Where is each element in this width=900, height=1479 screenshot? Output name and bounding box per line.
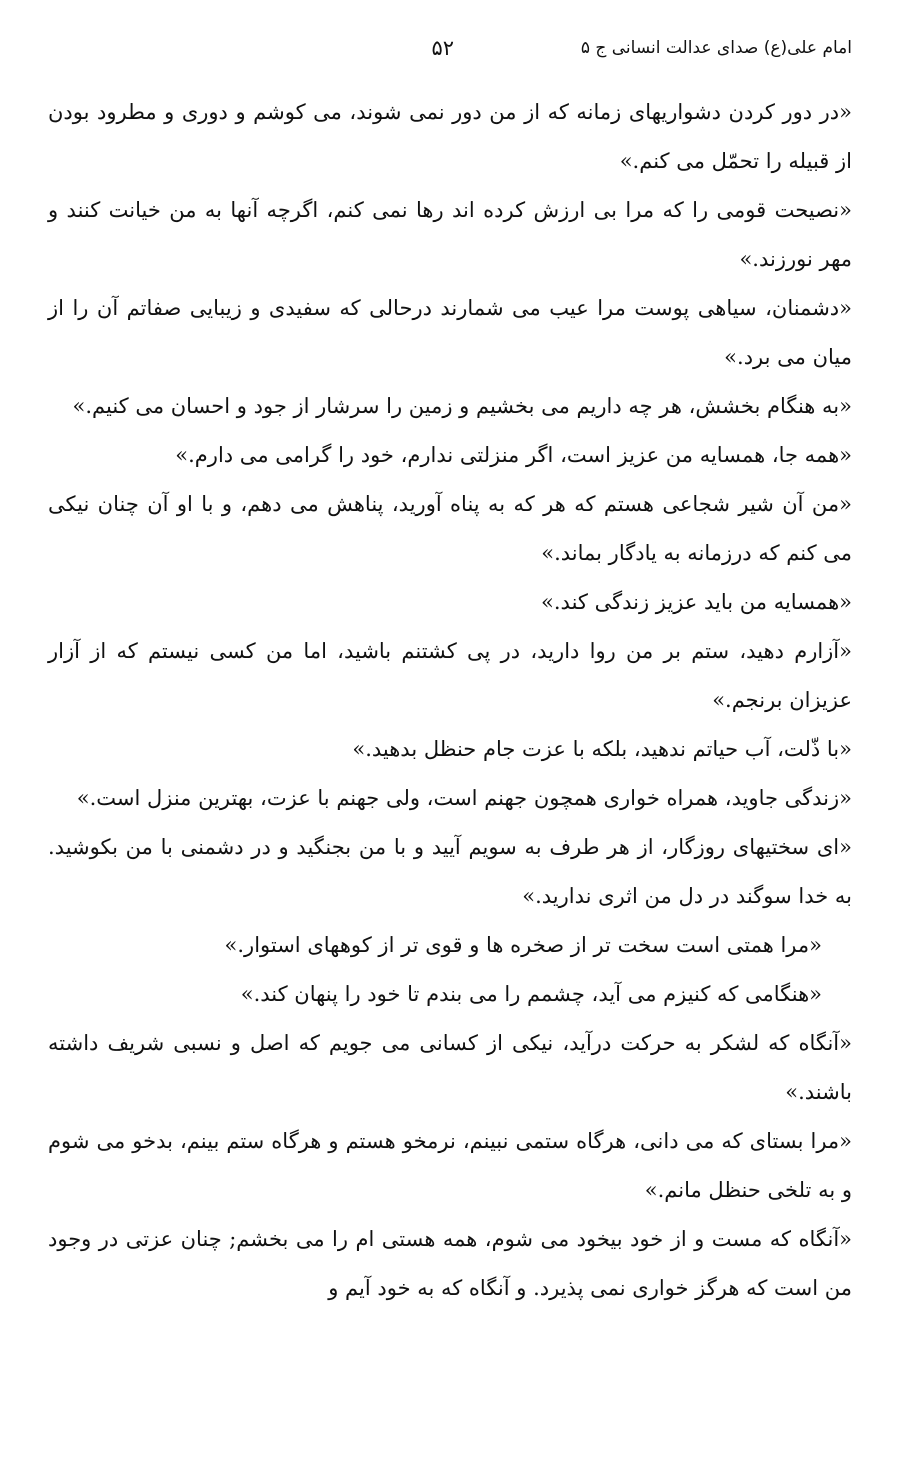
paragraph: «آزارم دهید، ستم بر من روا دارید، در پی کشتنم باشید، اما من کسی نیستم که از آزار عزیزان برنجم.» bbox=[48, 639, 852, 712]
paragraph: «همسایه من باید عزیز زندگی کند.» bbox=[541, 590, 852, 614]
paragraph: «مرا همتی است سخت تر از صخره ها و قوی تر از کوههای استوار.» bbox=[224, 933, 822, 957]
paragraph: «همه جا، همسایه من عزیز است، اگر منزلتی ندارم، خود را گرامی می دارم.» bbox=[175, 443, 852, 467]
page-header bbox=[48, 30, 852, 70]
paragraph: «مرا بستای که می دانی، هرگاه ستمی نبینم، نرمخو هستم و هرگاه ستم بینم، بدخو می شوم و به تلخی حنظل مانم.» bbox=[48, 1129, 852, 1202]
paragraph: «در دور کردن دشواریهای زمانه که از من دور نمی شوند، می کوشم و دوری و مطرود بودن از قبیله را تحمّل می کنم.» bbox=[48, 100, 852, 173]
page-number: ۵۲ bbox=[431, 36, 454, 60]
body-text bbox=[48, 88, 852, 1313]
paragraph: «به هنگام بخشش، هر چه داریم می بخشیم و زمین را سرشار از جود و احسان می کنیم.» bbox=[72, 394, 852, 418]
paragraph: «ای سختیهای روزگار، از هر طرف به سویم آیید و با من بجنگید و در دشمنی با من بکوشید. به خدا سوگند در دل من اثری ندارید.» bbox=[48, 835, 852, 908]
paragraph: «نصیحت قومی را که مرا بی ارزش کرده اند رها نمی کنم، اگرچه آنها به من خیانت کنند و مهر نورزند.» bbox=[48, 198, 852, 271]
paragraph: «من آن شیر شجاعی هستم که هر که به پناه آورید، پناهش می دهم، و با او آن چنان نیکی می کنم که درزمانه به یادگار بماند.» bbox=[48, 492, 852, 565]
paragraph: «با ذّلت، آب حیاتم ندهید، بلکه با عزت جام حنظل بدهید.» bbox=[352, 737, 852, 761]
paragraph: «هنگامی که کنیزم می آید، چشمم را می بندم تا خود را پنهان کند.» bbox=[240, 982, 822, 1006]
running-title: امام علی(ع) صدای عدالت انسانی ج ۵ bbox=[580, 38, 852, 58]
paragraph: «آنگاه که مست و از خود بیخود می شوم، همه هستی ام را می بخشم; چنان عزتی در وجود من است که هرگز خواری نمی پذیرد. و آنگاه که به خود آیم و bbox=[48, 1227, 852, 1300]
paragraph: «آنگاه که لشکر به حرکت درآید، نیکی از کسانی می جویم که اصل و نسبی شریف داشته باشند.» bbox=[48, 1031, 852, 1104]
paragraph: «دشمنان، سیاهی پوست مرا عیب می شمارند درحالی که سفیدی و زیبایی صفاتم آن را از میان می برد.» bbox=[48, 296, 852, 369]
paragraph: «زندگی جاوید، همراه خواری همچون جهنم است، ولی جهنم با عزت، بهترین منزل است.» bbox=[76, 786, 852, 810]
